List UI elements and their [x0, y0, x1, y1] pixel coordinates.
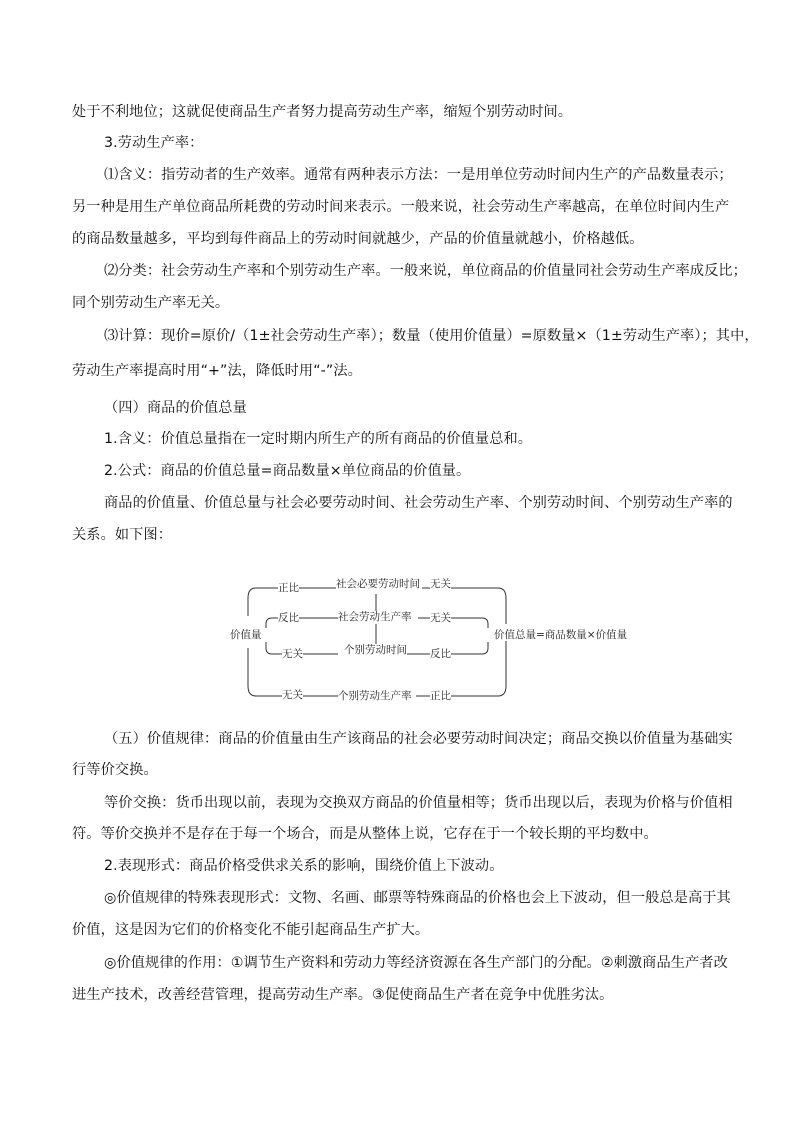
diagram-left-relation: 反比 — [278, 612, 299, 624]
paragraph-line: 的商品数量越多，平均到每件商品上的劳动时间就越少，产品的价值量就越小，价格越低。 — [72, 231, 644, 247]
diagram-right-relation: 无关 — [430, 612, 451, 624]
paragraph-line: ⑶计算：现价=原价/（1±社会劳动生产率）；数量（使用价值量）=原数量×（1±劳动生产率）；其中， — [104, 328, 759, 344]
paragraph-line: 2.公式：商品的价值总量=商品数量×单位商品的价值量。 — [104, 463, 471, 479]
value-relationship-diagram — [226, 568, 628, 714]
paragraph-line: 另一种是用生产单位商品所耗费的劳动时间来表示。一般来说，社会劳动生产率越高，在单位时间内生产 — [72, 199, 730, 215]
diagram-right-relation: 正比 — [430, 690, 451, 702]
diagram-right-label: 价值总量=商品数量×价值量 — [494, 629, 628, 641]
paragraph-line: 行等价交换。 — [72, 762, 158, 778]
paragraph-line: ⑵分类：社会劳动生产率和个别劳动生产率。一般来说，单位商品的价值量同社会劳动生产率成反比； — [104, 263, 747, 279]
diagram-right-relation: 无关 — [430, 578, 451, 590]
paragraph-line: 劳动生产率提高时用“+”法，降低时用“-”法。 — [72, 363, 362, 379]
diagram-center-item: 个别劳动时间 — [344, 644, 407, 656]
diagram-left-relation: 无关 — [282, 648, 303, 660]
paragraph-line: ⑴含义：指劳动者的生产效率。通常有两种表示方法：一是用单位劳动时间内生产的产品数量表示； — [104, 167, 733, 183]
paragraph-line: 符。等价交换并不是存在于每一个场合，而是从整体上说，它存在于一个较长期的平均数中。 — [72, 826, 658, 842]
section-heading: （五）价值规律：商品的价值量由生产该商品的社会必要劳动时间决定；商品交换以价值量为基础实 — [104, 731, 733, 747]
section-heading: （四）商品的价值总量 — [104, 400, 247, 416]
paragraph-line: 关系。如下图： — [72, 527, 173, 543]
paragraph-line: 价值，这是因为它们的价格变化不能引起商品生产扩大。 — [72, 922, 430, 938]
diagram-center-item: 个别劳动生产率 — [338, 690, 412, 702]
diagram-left-label: 价值量 — [230, 629, 262, 641]
paragraph-line: 商品的价值量、价值总量与社会必要劳动时间、社会劳动生产率、个别劳动时间、个别劳动生产率的 — [104, 495, 733, 511]
paragraph-line: 同个别劳动生产率无关。 — [72, 295, 230, 311]
paragraph-line: 进生产技术，改善经营管理，提高劳动生产率。③促使商品生产者在竞争中优胜劣汰。 — [72, 987, 614, 1003]
diagram-right-relation: 反比 — [430, 648, 451, 660]
paragraph-line: ◎价值规律的特殊表现形式：文物、名画、邮票等特殊商品的价格也会上下波动，但一般总是高于其 — [104, 890, 731, 906]
diagram-left-relation: 无关 — [282, 689, 303, 701]
section-heading: 3.劳动生产率： — [104, 135, 204, 151]
paragraph-line: 1.含义：价值总量指在一定时期内所生产的所有商品的价值量总和。 — [104, 431, 533, 447]
diagram-left-relation: 正比 — [278, 582, 299, 594]
paragraph-line: 处于不利地位；这就促使商品生产者努力提高劳动生产率，缩短个别劳动时间。 — [72, 104, 573, 120]
diagram-center-item: 社会必要劳动时间 — [336, 578, 420, 590]
paragraph-line: 2.表现形式：商品价格受供求关系的影响，围绕价值上下波动。 — [104, 858, 504, 874]
paragraph-line: 等价交换：货币出现以前，表现为交换双方商品的价值量相等；货币出现以后，表现为价格与价值相 — [104, 795, 733, 811]
diagram-center-item: 社会劳动生产率 — [338, 611, 412, 623]
paragraph-line: ◎价值规律的作用：①调节生产资料和劳动力等经济资源在各生产部门的分配。②刺激商品生产者改 — [104, 955, 728, 971]
